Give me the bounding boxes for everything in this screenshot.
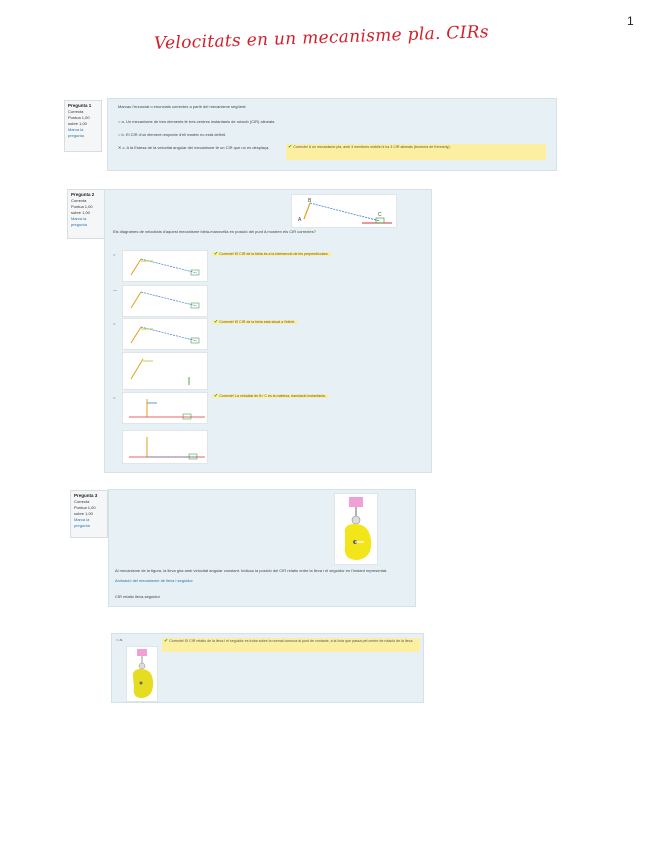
question-2-option-1-figure[interactable] [122,250,208,282]
question-2-option-5-radio[interactable]: ○ [113,395,116,400]
question-2-option-2-figure[interactable] [122,285,208,317]
question-3-answer-label: CIR relatiu lleva-seguidor [115,594,160,599]
question-2-prompt: Els diagrames de velocitats d'aquest mecanisme biela-manovella en posició del punt A mostren els CIR correctes? [113,229,316,234]
question-3-answer-radio[interactable]: ○ a. [116,637,123,642]
question-1-status: Correcta [68,109,84,114]
question-3-answer [111,633,424,703]
question-1-label: Pregunta 1 [68,103,92,108]
question-3-status: Correcta [74,499,90,504]
question-3-label: Pregunta 3 [74,493,98,498]
question-2-info [67,189,105,239]
question-2-flag-link[interactable]: Marca la pregunta [71,216,87,227]
question-1-feedback: ✔ Correcte! A un mecanisme pla, amb 3 membres mòbils hi ha 3 CIR alineats (teorema de Kennedy). [286,144,546,160]
question-3-info [70,490,108,538]
question-2-main-figure [291,194,397,228]
question-2-feedback-2: ✔ Correcte! El CIR de la biela està situat a l'infinit. [214,319,295,325]
question-3-feedback: ✔ Correcte! El CIR relatiu de la lleva i el seguidor es troba sobre la normal comuna al punt de contacte, a la línia que passa pel centre de rotació de la lleva. [162,638,420,652]
question-1-option-c[interactable]: ✕ c. A la Estesa de la velocitat angular del mecanisme té un CIR que no es desplaça. [118,145,270,150]
page-number: 1 [627,14,634,28]
question-2-content [104,189,432,473]
question-3-cam-figure [334,493,378,565]
question-2-feedback-3: ✔ Correcte! La velocitat de B i C és la mateixa, translació instantània. [214,393,326,399]
question-2-option-6-figure[interactable] [122,430,208,464]
question-2-option-1-radio[interactable]: ○ [113,252,116,257]
question-2-status: Correcta [71,198,87,203]
question-3-prompt: Al mecanisme de la figura, la lleva gira amb velocitat angular constant. Indicau la posició del CIR relatiu entre la lleva i el seguidor en l'instant representat. [115,568,388,573]
main-figure-label-a: A [298,217,302,223]
question-2-option-4-figure[interactable] [122,352,208,390]
main-figure-label-b: B [308,198,312,204]
question-2-label: Pregunta 2 [71,192,95,197]
question-1-prompt: Marcau l'enunciat o enunciats correctes a partir del mecanisme següent: [118,104,247,109]
question-1-option-a[interactable]: ○ a. Un mecanisme de tres elements té tres centres instantanis de rotació (CIR) alineats. [118,119,276,124]
question-1-flag-link[interactable]: Marca la pregunta [68,127,84,138]
main-figure-label-c: C [378,212,382,218]
question-1-content [107,98,557,171]
question-2-feedback-1: ✔ Correcte! El CIR de la biela és a la intersecció de les perpendiculars. [214,251,329,257]
question-3-animation-link[interactable]: Animació del mecanisme de lleva i seguidor [115,578,193,583]
question-2-option-3-figure[interactable] [122,318,208,350]
question-3-mark: Puntua 1,00 sobre 1,00 [74,505,96,516]
question-3-answer-figure[interactable] [126,646,158,702]
question-2-option-3-radio[interactable]: ○ [113,321,116,326]
question-3-flag-link[interactable]: Marca la pregunta [74,517,90,528]
question-1-info [64,100,102,152]
question-3-content [108,489,416,607]
question-1-option-b[interactable]: ○ b. El CIR d'un element respecte d'ell mateix no està definit. [118,132,227,137]
handwritten-title: Velocitats en un mecanisme pla. CIRs [153,22,490,54]
question-2-mark: Puntua 1,00 sobre 1,00 [71,204,93,215]
question-2-option-2-radio[interactable]: — [113,287,117,292]
question-1-mark: Puntua 1,00 sobre 1,00 [68,115,90,126]
question-2-option-5-figure[interactable] [122,392,208,424]
